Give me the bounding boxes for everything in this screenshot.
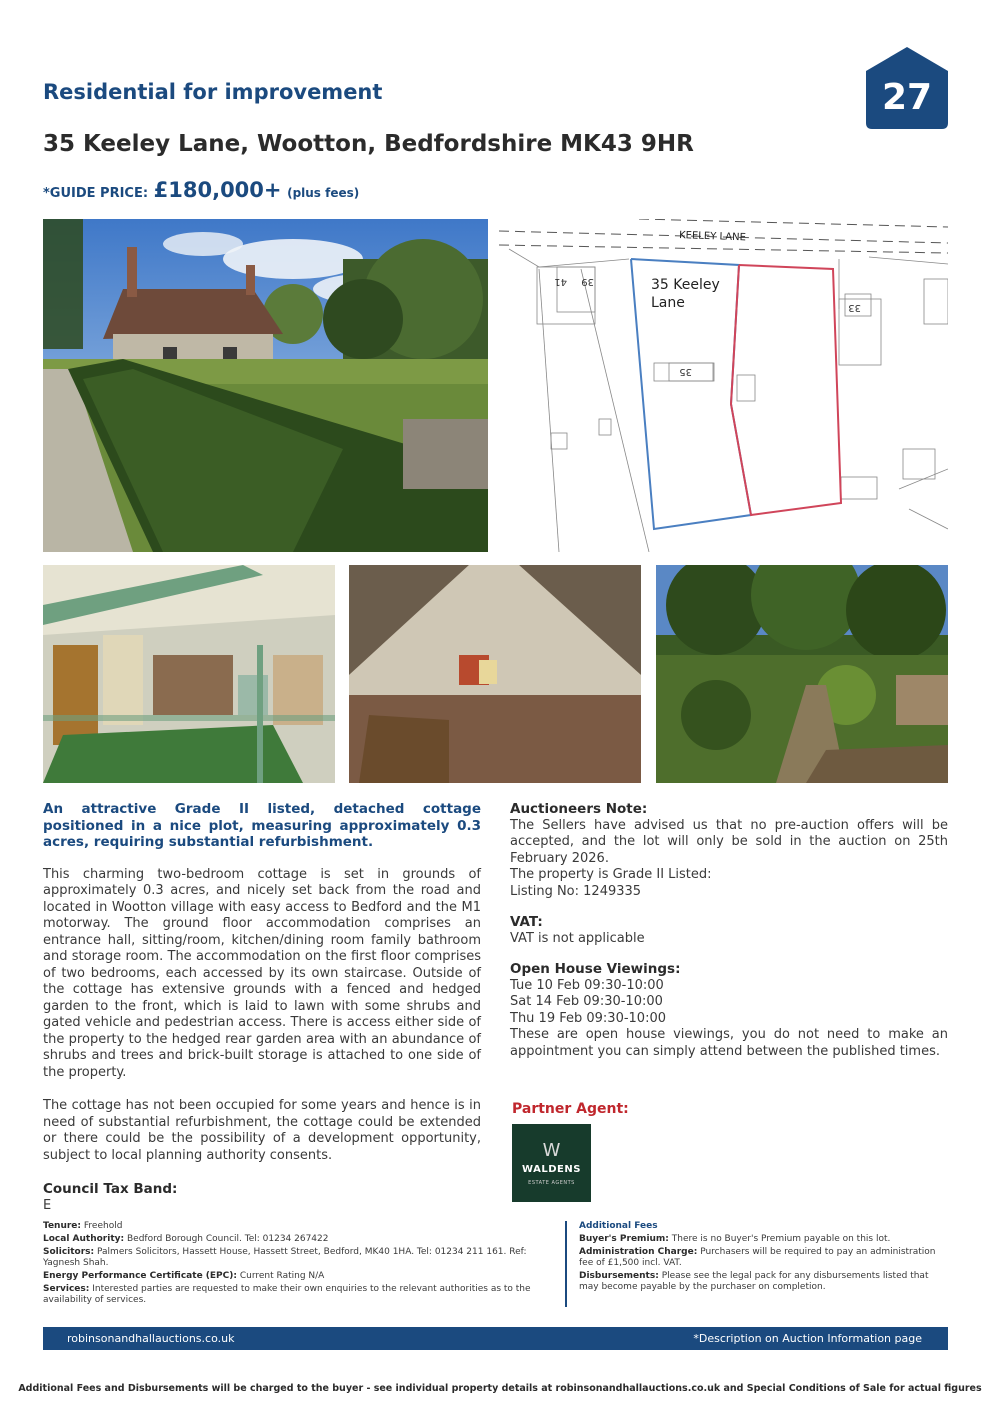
- additional-fees-heading: Additional Fees: [579, 1221, 658, 1231]
- tenure-label: Tenure:: [43, 1221, 82, 1231]
- footer-description-note: *Description on Auction Information page: [693, 1332, 922, 1345]
- details-divider: [565, 1221, 567, 1307]
- property-details: [43, 1221, 551, 1308]
- bottom-fees-note: Additional Fees and Disbursements will be charged to the buyer - see individual property details at robinsonandhallauctions.co.uk and Special Conditions of Sale for actual figures: [18, 1383, 982, 1394]
- admin-charge-value: Purchasers will be required to pay an administration fee of £1,500 incl. VAT.: [579, 1247, 936, 1268]
- solicitors-value: Palmers Solicitors, Hassett House, Hassett Street, Bedford, MK40 1HA. Tel: 01234 211 161. Ref: Yagnesh Shah.: [43, 1247, 527, 1268]
- description-paragraph-2: The cottage has not been occupied for some years and hence is in need of substantial refurbishment, the cottage could be extended or there could be the possibility of a development opportunity, subject to local planning authority consents.: [43, 1098, 481, 1163]
- services-value: Interested parties are requested to make their own enquiries to the relevant authorities as to the availability of services.: [43, 1284, 531, 1305]
- disbursements-value: Please see the legal pack for any disbursements listed that may become payable by the purchaser on completion.: [579, 1271, 929, 1292]
- lot-number: 27: [881, 77, 933, 118]
- vat-heading: VAT:: [510, 914, 543, 930]
- council-tax-value: E: [43, 1197, 52, 1213]
- map-plot-label-line2: Lane: [651, 295, 685, 311]
- waldens-logo-sub: ESTATE AGENTS: [528, 1180, 575, 1186]
- viewing-slot: Sat 14 Feb 09:30-10:00: [510, 994, 663, 1009]
- map-plot-label-line1: 35 Keeley: [651, 277, 720, 293]
- epc-value: Current Rating N/A: [239, 1271, 325, 1281]
- map-road-label: KEELEY LANE: [678, 230, 747, 244]
- listing-number: Listing No: 1249335: [510, 883, 642, 899]
- listed-status: The property is Grade II Listed:: [510, 867, 712, 882]
- map-house-number-35: 35: [679, 366, 692, 377]
- council-tax-heading: Council Tax Band:: [43, 1181, 178, 1197]
- footer-bar: [43, 1327, 948, 1350]
- site-plan-map: [499, 219, 948, 552]
- notes-column: [510, 801, 948, 1074]
- auctioneers-note-heading: Auctioneers Note:: [510, 801, 648, 817]
- buyers-premium-label: Buyer's Premium:: [579, 1234, 669, 1244]
- waldens-logo[interactable]: [512, 1124, 591, 1202]
- lot-badge: [866, 47, 948, 129]
- guide-price: [43, 178, 359, 202]
- admin-charge-label: Administration Charge:: [579, 1247, 698, 1257]
- guide-price-label: *GUIDE PRICE:: [43, 186, 149, 201]
- vat-text: VAT is not applicable: [510, 930, 645, 946]
- viewing-slot: Tue 10 Feb 09:30-10:00: [510, 977, 664, 993]
- photo-garden: [656, 565, 948, 783]
- property-category: Residential for improvement: [43, 80, 383, 104]
- description-paragraph-1: This charming two-bedroom cottage is set in grounds of approximately 0.3 acres, and nicely set back from the road and located in Wootton village with easy access to Bedford and the M1 motorway. The ground floor accommodation comprises an entrance hall, sitting/room, kitchen/dining room family bathroom and storage room. The accommodation on the first floor comprises of two bedrooms, each accessed by its own staircase. Outside of the cottage has extensive grounds with a fenced and hedged garden to the front, which is laid to lawn with some shrubs and gated vehicle and pedestrian access. There is access either side of the property to the hedged rear garden area with an abundance of shrubs and trees and brick-built storage is attached to one side of the property.: [43, 866, 481, 1080]
- local-authority-label: Local Authority:: [43, 1234, 125, 1244]
- buyers-premium-value: There is no Buyer's Premium payable on this lot.: [671, 1234, 891, 1244]
- services-label: Services:: [43, 1284, 90, 1294]
- solicitors-label: Solicitors:: [43, 1247, 95, 1257]
- partner-agent-label: Partner Agent:: [512, 1101, 629, 1117]
- photo-interior-attic: [349, 565, 641, 783]
- local-authority-value: Bedford Borough Council. Tel: 01234 267422: [126, 1234, 329, 1244]
- auctioneers-note-text: The Sellers have advised us that no pre-auction offers will be accepted, and the lot will only be sold in the auction on 25th February 2026.: [510, 817, 948, 866]
- guide-price-value: £180,000+: [153, 178, 282, 202]
- tenure-value: Freehold: [83, 1221, 123, 1231]
- property-address: 35 Keeley Lane, Wootton, Bedfordshire MK43 9HR: [43, 131, 694, 157]
- map-house-number-41: 41: [554, 276, 567, 287]
- disbursements-label: Disbursements:: [579, 1271, 659, 1281]
- map-house-number-39: 39: [581, 276, 594, 287]
- waldens-logo-mark: W: [542, 1140, 561, 1161]
- guide-price-fees: (plus fees): [287, 186, 360, 200]
- photo-cottage-exterior: [43, 219, 488, 552]
- map-house-number-33: 33: [848, 302, 861, 313]
- viewing-slot: Thu 19 Feb 09:30-10:00: [510, 1010, 666, 1026]
- photo-interior-kitchen: [43, 565, 335, 783]
- description-column: [43, 801, 481, 1214]
- waldens-logo-name: WALDENS: [522, 1164, 581, 1175]
- epc-label: Energy Performance Certificate (EPC):: [43, 1271, 237, 1281]
- additional-fees: [579, 1221, 948, 1295]
- description-lead: An attractive Grade II listed, detached cottage positioned in a nice plot, measuring approximately 0.3 acres, requiring substantial refurbishment.: [43, 801, 481, 850]
- viewings-heading: Open House Viewings:: [510, 961, 681, 977]
- footer-website-link[interactable]: robinsonandhallauctions.co.uk: [67, 1332, 235, 1345]
- viewings-text: These are open house viewings, you do not need to make an appointment you can simply attend between the published times.: [510, 1027, 948, 1059]
